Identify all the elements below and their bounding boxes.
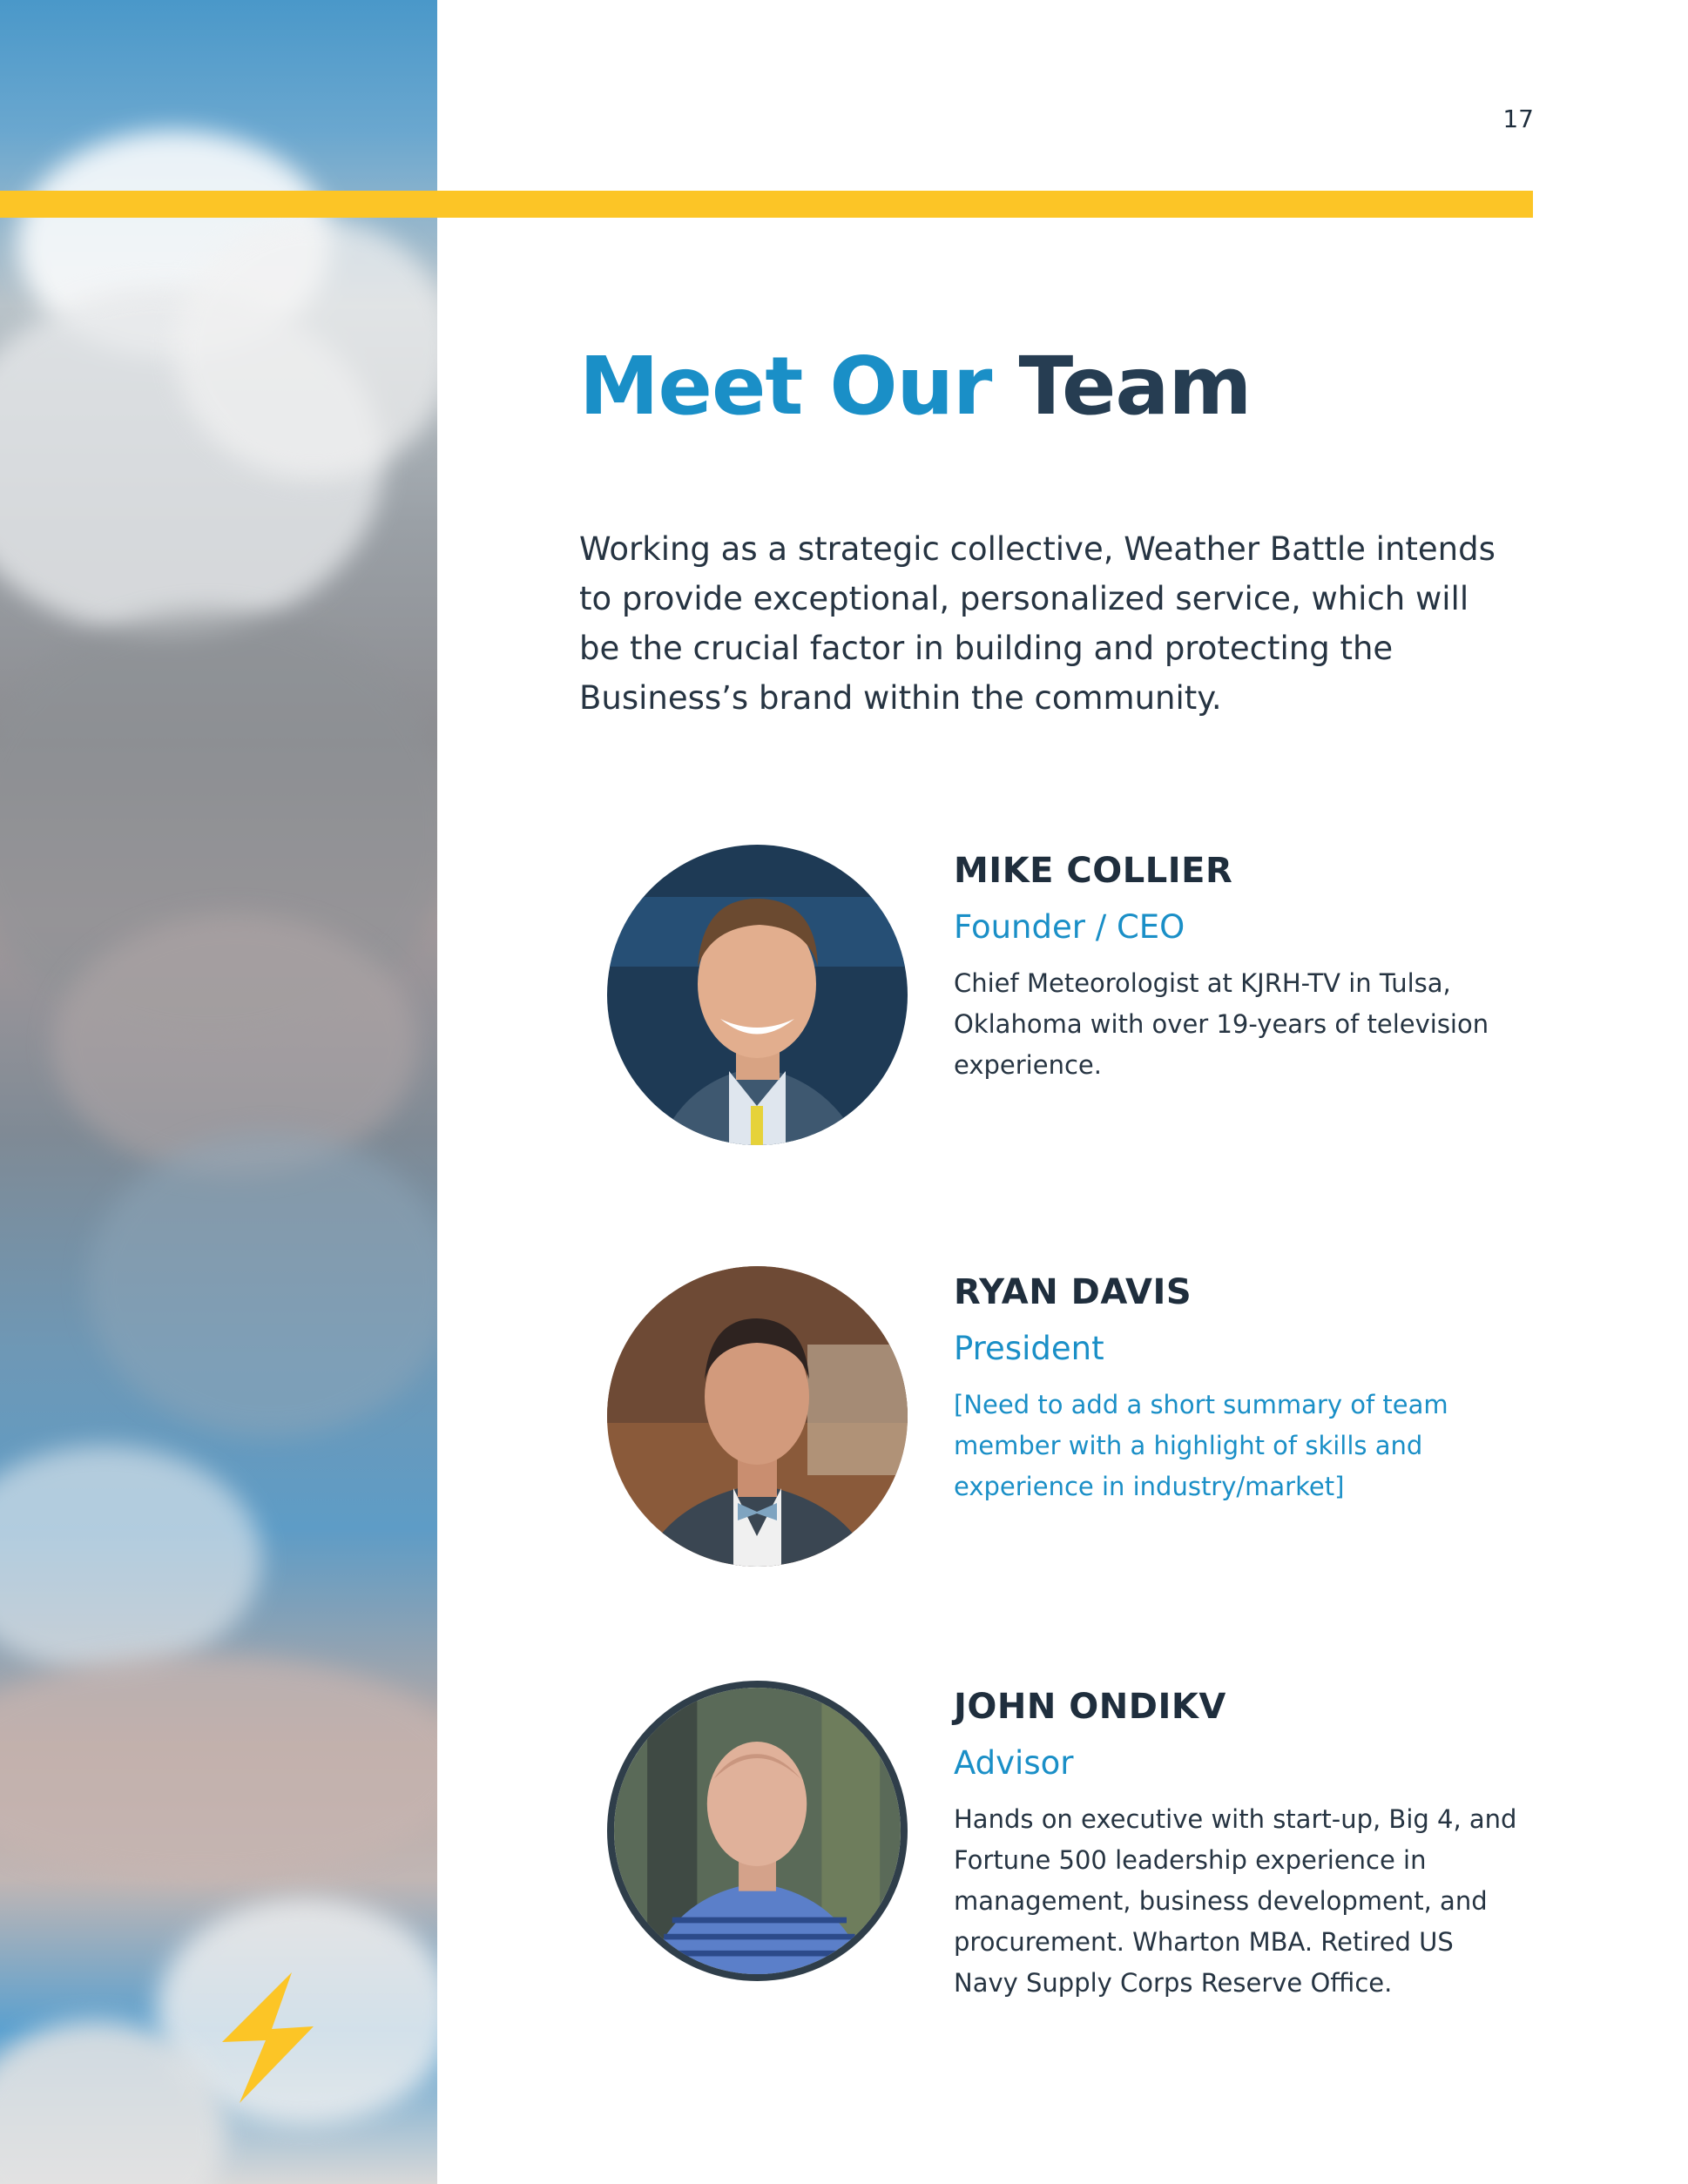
page-title bbox=[579, 340, 1251, 433]
member-role: Founder / CEO bbox=[954, 908, 1185, 946]
member-bio: Hands on executive with start-up, Big 4, and Fortune 500 leadership experience in management, business development, and procurement. Wharton MBA. Retired US Navy Supply Corps Reserve Office. bbox=[954, 1804, 1517, 1998]
member-name: RYAN DAVIS bbox=[954, 1272, 1192, 1312]
page-number: 17 bbox=[1502, 104, 1534, 133]
title-part-accent: Meet Our bbox=[579, 340, 992, 433]
member-bio: Chief Meteorologist at KJRH-TV in Tulsa, Oklahoma with over 19-years of television experience. bbox=[954, 968, 1489, 1080]
team-member-card bbox=[607, 845, 1565, 1158]
avatar bbox=[607, 1266, 908, 1567]
team-member-card bbox=[607, 1266, 1565, 1580]
lightning-bolt-icon bbox=[218, 1972, 318, 2103]
member-bio: [Need to add a short summary of team member with a highlight of skills and experience in industry/market] bbox=[954, 1390, 1448, 1501]
sky-background-image bbox=[0, 0, 437, 2184]
member-name: MIKE COLLIER bbox=[954, 851, 1233, 891]
intro-paragraph: Working as a strategic collective, Weather Battle intends to provide exceptional, personalized service, which will be the crucial factor in building and protecting the Business’s brand within the community. bbox=[579, 530, 1496, 717]
avatar bbox=[607, 1681, 908, 1981]
team-member-card bbox=[607, 1681, 1565, 1998]
member-name: JOHN ONDIKV bbox=[954, 1687, 1226, 1727]
avatar bbox=[607, 845, 908, 1145]
member-role: President bbox=[954, 1330, 1104, 1367]
member-role: Advisor bbox=[954, 1744, 1074, 1782]
yellow-divider-bar bbox=[0, 191, 1533, 218]
title-part-dark: Team bbox=[1018, 340, 1252, 433]
